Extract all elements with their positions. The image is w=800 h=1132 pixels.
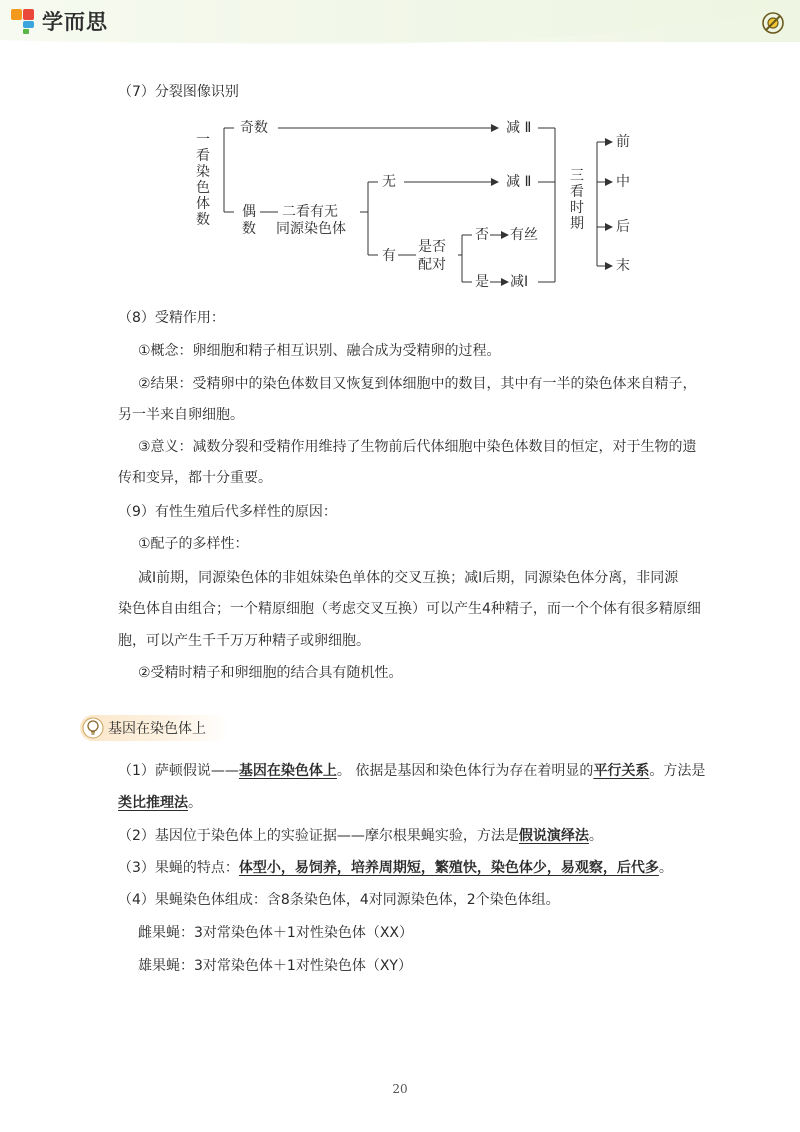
meiosis2-label-a: 减 Ⅱ [506,120,532,136]
gene-point-1-line-1 [118,761,705,781]
section-9-gamete-diversity: ①配子的多样性： [138,536,249,552]
section-heading-label: 基因在染色体上 [108,721,206,737]
gene-point-3-features: 体型小，易饲养，培养周期短，繁殖快，染色体少，易观察，后代多 [238,860,659,876]
header-curve [0,0,800,48]
stage-label-3: 后 [616,219,630,235]
section-9-random-fertilization: ②受精时精子和卵细胞的结合具有随机性。 [138,665,403,681]
gene-point-3 [118,858,673,878]
gene-point-1-end: 。 [188,795,202,811]
gene-point-3-prefix: （3）果蝇的特点： [118,860,239,876]
root-label: 一看染色体数 [196,132,210,228]
none-label: 无 [382,174,396,190]
section-9-detail-line-1: 减Ⅰ前期，同源染色体的非姐妹染色单体的交叉互换；减Ⅰ后期，同源染色体分离，非同源 [138,570,679,586]
section-7-title: （7）分裂图像识别 [118,84,239,100]
has-label: 有 [382,248,396,264]
logo [8,6,108,36]
gene-point-2-prefix: （2）基因位于染色体上的实验证据——摩尔根果蝇实验，方法是 [118,828,519,844]
gene-point-1-bold-2: 平行关系 [593,763,650,779]
section-8-meaning-line-2: 传和变异，都十分重要。 [118,470,272,486]
section-8-title: （8）受精作用： [118,310,225,326]
even-label-bottom: 数 [242,221,256,237]
section-8-result-line-2: 另一半来自卵细胞。 [118,407,244,423]
meiosis-identification-diagram [190,110,650,295]
with-silk-label: 有丝 [510,227,538,243]
pair-label-1: 是否 [418,239,446,255]
page-number: 20 [392,1082,408,1096]
gene-point-1-bold-1: 基因在染色体上 [238,763,337,779]
pair-label-2: 配对 [418,257,446,273]
pencil-gear-icon [760,10,786,36]
section-8-meaning-line-1: ③意义：减数分裂和受精作用维持了生物前后代体细胞中染色体数目的恒定，对于生物的遗 [138,439,697,455]
no-label: 否 [475,227,489,243]
gene-point-2-method: 假说演绎法 [518,828,589,844]
gene-point-2-suffix: 。 [588,828,603,844]
section-8-result-line-1: ②结果：受精卵中的染色体数目又恢复到体细胞中的数目，其中有一半的染色体来自精子， [138,376,697,392]
gene-point-1-line-2 [118,793,202,813]
third-look-label: 三看时期 [570,168,584,232]
section-heading [80,715,230,741]
gene-point-1-suffix: 。方法是 [649,763,706,779]
stage-label-2: 中 [616,174,630,190]
second-look-label-1: 二看有无 [282,204,338,220]
female-fly-chromosomes: 雌果蝇：3对常染色体＋1对性染色体（XX） [138,925,413,941]
male-fly-chromosomes: 雄果蝇：3对常染色体＋1对性染色体（XY） [138,958,412,974]
gene-point-1-method: 类比推理法 [118,795,188,811]
gene-point-4-title: （4）果蝇染色体组成：含8条染色体，4对同源染色体，2个染色体组。 [118,892,560,908]
stage-label-4: 末 [616,258,630,274]
lightbulb-icon [82,717,104,739]
gene-point-3-suffix: 。 [658,860,673,876]
gene-point-1-prefix: （1）萨顿假说—— [118,763,239,779]
section-9-title: （9）有性生殖后代多样性的原因： [118,504,337,520]
logo-text: 学而思 [42,10,108,34]
gene-point-2 [118,826,603,846]
logo-mark-icon [8,6,38,36]
even-label-top: 偶 [242,204,256,220]
odd-label: 奇数 [240,120,268,136]
section-9-detail-line-2: 染色体自由组合；一个精原细胞（考虑交叉互换）可以产生4种精子，而一个个体有很多精原细 [118,601,701,617]
section-9-detail-line-3: 胞，可以产生千千万万种精子或卵细胞。 [118,633,370,649]
stage-label-1: 前 [616,134,630,150]
meiosis1-label: 减Ⅰ [510,274,529,290]
meiosis2-label-b: 减 Ⅱ [506,174,532,190]
gene-point-1-mid: 。 依据是基因和染色体行为存在着明显的 [336,763,594,779]
section-8-concept: ①概念：卵细胞和精子相互识别、融合成为受精卵的过程。 [138,343,501,359]
yes-label: 是 [475,274,489,290]
second-look-label-2: 同源染色体 [276,221,346,237]
